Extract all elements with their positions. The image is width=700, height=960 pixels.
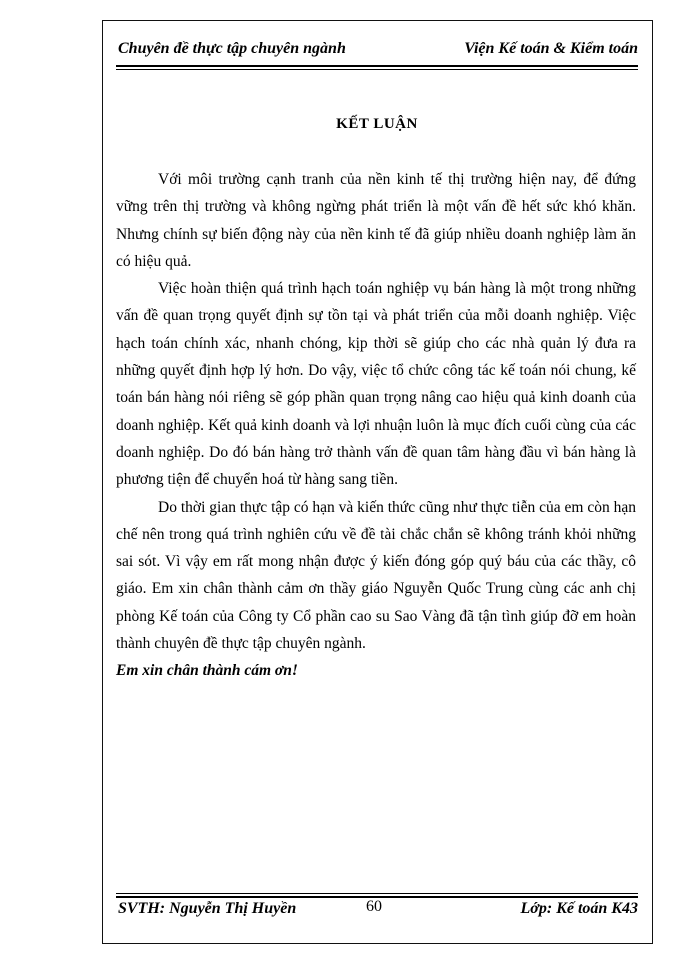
paragraph-2: Việc hoàn thiện quá trình hạch toán nghiệp vụ bán hàng là một trong những vấn đề quan trọng quyết định sự tồn tại và phát triển của mỗi doanh nghiệp. Việc hạch toán chính xác, nhanh chóng, kịp thời sẽ giúp cho các nhà quản lý đưa ra những quyết định hợp lý hơn. Do vậy, việc tổ chức công tác kế toán nói chung, kế toán bán hàng nói riêng sẽ góp phần quan trọng nâng cao hiệu quả kinh doanh của doanh nghiệp. Kết quả kinh doanh và lợi nhuận luôn là mục đích cuối cùng của các doanh nghiệp. Do đó bán hàng trở thành vấn đề quan tâm hàng đầu vì bán hàng là phương tiện để chuyển hoá từ hàng sang tiền. <box>116 280 636 489</box>
header-left-text: Chuyên đề thực tập chuyên ngành <box>118 40 346 57</box>
closing-thanks: Em xin chân thành cám ơn! <box>116 662 298 680</box>
footer-rule-thin <box>116 893 638 894</box>
page-title: KẾT LUẬN <box>336 116 418 132</box>
paragraph-1: Với môi trường cạnh tranh của nền kinh tế thị trường hiện nay, để đứng vững trên thị trường và không ngừng phát triển là một vấn đề hết sức khó khăn. Nhưng chính sự biến động này của nền kinh tế đã giúp nhiều doanh nghiệp làm ăn có hiệu quả. <box>116 171 636 270</box>
paragraph-3: Do thời gian thực tập có hạn và kiến thức cũng như thực tiễn của em còn hạn chế nên trong quá trình nghiên cứu về đề tài chắc chắn sẽ không tránh khỏi những sai sót. Vì vậy em rất mong nhận được ý kiến đóng góp quý báu của các thầy, cô giáo. Em xin chân thành cảm ơn thầy giáo Nguyễn Quốc Trung cùng các anh chị phòng Kế toán của Công ty Cổ phần cao su Sao Vàng đã tận tình giúp đỡ em hoàn thành chuyên đề thực tập chuyên ngành. <box>116 498 636 653</box>
page-header <box>116 40 638 64</box>
footer-class-name: Lớp: Kế toán K43 <box>520 900 638 917</box>
header-rule-thin <box>116 69 638 70</box>
page-number: 60 <box>366 898 382 915</box>
page-footer <box>116 900 638 924</box>
header-right-text: Viện Kế toán & Kiểm toán <box>464 40 638 57</box>
footer-student-name: SVTH: Nguyễn Thị Huyền <box>118 900 297 917</box>
header-rule-thick <box>116 65 638 67</box>
document-body <box>116 166 636 685</box>
